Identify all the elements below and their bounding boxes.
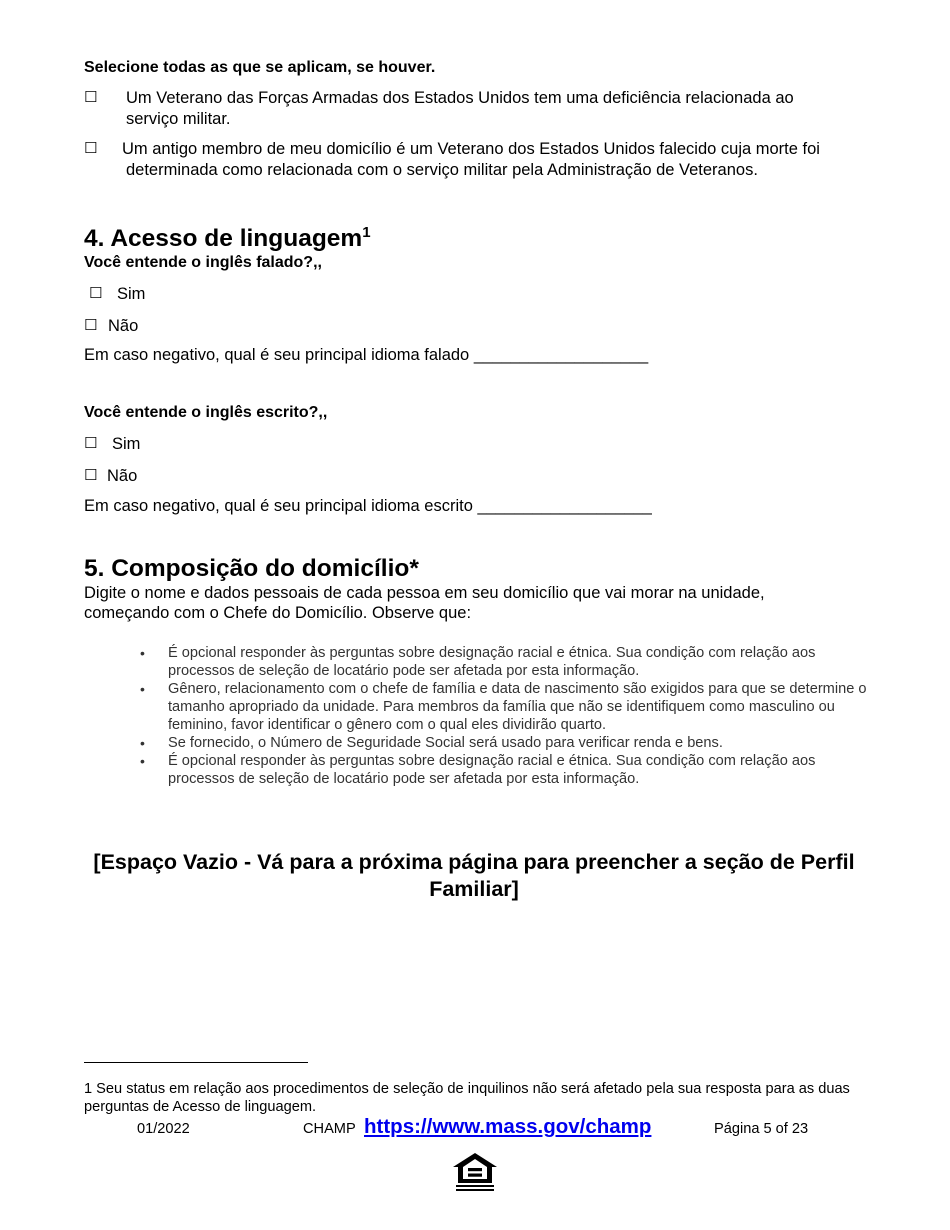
footer-date: 01/2022 [137,1121,190,1137]
spoken-yes-label: Sim [117,285,146,303]
bullet-icon: • [140,735,145,751]
written-language-field[interactable]: Em caso negativo, qual é seu principal idioma escrito ___________________ [84,497,652,515]
written-no-label: Não [107,467,138,485]
list-item [140,734,870,752]
veteran-instruction: Selecione todas as que se aplicam, se houver. [84,59,436,76]
list-item-text: É opcional responder às perguntas sobre designação racial e étnica. Sua condição com relação aos processos de seleção de locatário pode ser afetada por esta informação. [168,645,816,679]
written-yes-checkbox[interactable]: ☐ [84,435,98,452]
section-4-title-text: 4. Acesso de linguagem [84,225,363,252]
equal-housing-opportunity-icon [451,1151,499,1193]
list-item-text: É opcional responder às perguntas sobre designação racial e étnica. Sua condição com relação aos processos de seleção de locatário pode ser afetada por esta informação. [168,753,816,787]
spoken-english-question: Você entende o inglês falado?,, [84,254,322,271]
footnote-ref-1[interactable]: 1 [362,224,371,241]
spoken-no-checkbox[interactable]: ☐ [84,317,98,334]
bullet-icon: • [140,645,145,661]
footer-page-number: Página 5 of 23 [714,1121,809,1137]
written-yes-label: Sim [112,435,141,453]
spoken-yes-checkbox[interactable]: ☐ [89,285,103,302]
bullet-icon: • [140,681,145,697]
veteran-option-2-line-1: Um antigo membro de meu domicílio é um Veterano dos Estados Unidos falecido cuja morte foi [122,140,820,158]
section-5-intro-line-2: começando com o Chefe do Domicílio. Observe que: [84,604,472,622]
footer-program: CHAMP [303,1121,356,1137]
section-4-title [84,225,371,253]
veteran-option-1-line-1: Um Veterano das Forças Armadas dos Estados Unidos tem uma deficiência relacionada ao [126,89,794,107]
list-item [140,644,870,680]
bullet-icon: • [140,753,145,769]
blank-space-note: [Espaço Vazio - Vá para a próxima página para preencher a seção de Perfil Familiar] [93,850,855,901]
written-no-checkbox[interactable]: ☐ [84,467,98,484]
list-item [140,680,870,734]
footnote-divider [84,1062,308,1063]
veteran-option-2-line-2: determinada como relacionada com o serviço militar pela Administração de Veteranos. [126,161,758,179]
list-item [140,752,870,788]
footnote-text: 1 Seu status em relação aos procedimentos de seleção de inquilinos não será afetado pela sua resposta para as duas perguntas de Acesso de linguagem. [84,1081,850,1115]
list-item-text: Se fornecido, o Número de Seguridade Social será usado para verificar renda e bens. [168,735,723,751]
section-5-intro-line-1: Digite o nome e dados pessoais de cada pessoa em seu domicílio que vai morar na unidade, [84,584,765,602]
household-notes-list [140,644,870,788]
spoken-no-label: Não [108,317,139,335]
list-item-text: Gênero, relacionamento com o chefe de família e data de nascimento são exigidos para que se determine o tamanho apropriado da unidade. Para membros da família que não se identifiquem como masculino ou feminino, favor identificar o gênero com o qual eles dividirão quarto. [168,681,867,733]
veteran-option-2-checkbox[interactable]: ☐ [84,140,98,157]
veteran-option-1-checkbox[interactable]: ☐ [84,89,98,106]
section-5-title: 5. Composição do domicílio* [84,555,419,582]
veteran-option-1-line-2: serviço militar. [126,110,231,128]
footer-url-link[interactable]: https://www.mass.gov/champ [364,1115,652,1138]
spoken-language-field[interactable]: Em caso negativo, qual é seu principal idioma falado ___________________ [84,346,649,364]
written-english-question: Você entende o inglês escrito?,, [84,404,328,421]
